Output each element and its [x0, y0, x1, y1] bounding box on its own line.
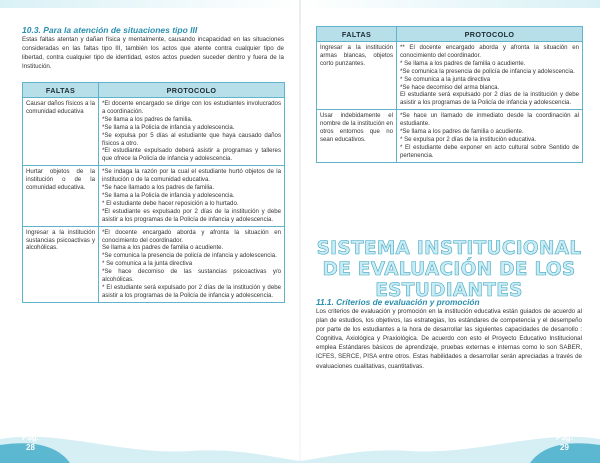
protocolo-line: *Se indaga la razón por la cual el estudiante hurtó objetos de la institución o de la comunidad educativa.: [102, 168, 281, 184]
protocolo-cell: [397, 110, 583, 162]
header-faltas: FALTAS: [317, 27, 397, 42]
footer-wave-right: [300, 425, 600, 463]
section-title-right: 11.1. Criterios de evaluación y promoción: [316, 297, 480, 307]
table-row: [23, 226, 285, 302]
protocolo-cell: [99, 166, 285, 226]
protocolo-line: *Se hace decomiso del arma blanca.: [400, 83, 500, 91]
protocolo-line: * Se expulsa por 2 días de la institución educativa.: [400, 135, 537, 143]
falta-cell: Usar indebidamente el nombre de la institución en otros entornos que no sean educativos.: [317, 110, 397, 162]
protocolo-line: *Se llama a la Policía de infancia y adolescencia.: [102, 191, 235, 199]
protocolo-line: *El docente encargado aborda y afronta la situación en conocimiento del coordinador.: [102, 228, 281, 244]
table-row: [23, 98, 285, 166]
page-label: Pág.: [556, 433, 573, 442]
protocolo-line: *El docente encargado se dirige con los estudiantes involucrados a coordinación.: [102, 100, 281, 115]
falta-cell: Hurtar objetos de la institución o de la comunidad educativa.: [23, 166, 99, 226]
protocolo-line: *Se hace llamado a los padres de familia.: [102, 184, 215, 192]
protocolo-line: * El estudiante debe exponer en acto cultural sobre Sentido de pertenencia.: [400, 143, 579, 159]
criteria-paragraph: Los criterios de evaluación y promoción en la institución educativa están guiados de acuerdo al plan de estudios, los objetivos, las estrategias, los estándares de competencia y el desempeño por parte de los estudiantes a la hora de desarrollar las siguientes capacidades de desarrollo : Cognitiva, Axiológica y Praxiológica. De acuerdo con esto el Proyecto Educativo Institucional emplea Estándares básicos de aprendizaje, pruebas externas e internas como lo son SABER, ICFES, SERCE, PISA entre otros. Estas habilidades a desarrollar serán apreciadas a través de evaluaciones cualitativas, cuantitativas.: [316, 308, 582, 370]
page-gutter: [299, 0, 301, 463]
section-title-left: 10.3. Para la atención de situaciones tipo III: [22, 25, 198, 35]
page-number: 28: [26, 443, 35, 452]
protocolo-line: *Se llama a los padres de familia.: [102, 115, 193, 123]
top-band-right: [300, 0, 600, 8]
protocolo-line: * El estudiante debe hacer reposición a lo hurtado.: [102, 199, 239, 207]
protocolo-line: *El estudiante expulsado deberá asistir a programas y talleres que ofrece la Policía de infancia y adolescencia.: [102, 147, 281, 163]
protocolo-line: *Se hace un llamado de inmediato desde la coordinación al estudiante.: [400, 112, 579, 128]
protocolo-line: * Se comunica a la junta directiva: [102, 260, 193, 268]
page-number-right: [556, 433, 573, 453]
protocolo-cell: [99, 226, 285, 302]
protocolo-line: *El estudiante es expulsado por 2 días de la institución y debe asistir a los programas de la Policía de infancia y adolescencia.: [102, 207, 281, 223]
header-protocolo: PROTOCOLO: [99, 83, 285, 98]
page-number-left: [22, 433, 39, 453]
protocolo-line: *Se hace decomiso de las sustancias psicoactivas y/o alcohólicas.: [102, 268, 281, 284]
page-number: 29: [560, 443, 569, 452]
protocolo-line: ** El docente encargado aborda y afronta la situación en conocimiento del coordinador.: [400, 44, 579, 59]
faltas-table-left: [22, 82, 285, 303]
protocolo-cell: [397, 42, 583, 110]
protocolo-line: * El estudiante será expulsado por 2 días de la institución y debe asistir a los programas de la Policía de infancia y adolescencia.: [102, 283, 281, 299]
falta-cell: Causar daños físicos a la comunidad educativa: [23, 98, 99, 166]
chapter-title: SISTEMA INSTITUCIONAL DE EVALUACIÓN DE LOS ESTUDIANTES: [316, 238, 582, 301]
page-label: Pág.: [22, 433, 39, 442]
protocolo-line: * Se comunica a la junta directiva: [400, 75, 491, 83]
protocolo-line: *Se comunica la presencia de policía de infancia y adolescencia.: [400, 67, 575, 75]
header-protocolo: PROTOCOLO: [397, 27, 583, 42]
table-row: [317, 42, 583, 110]
protocolo-line: *Se expulsa por 5 días al estudiante que haya causado daños físicos a otro.: [102, 131, 281, 147]
falta-cell: Ingresar a la institución armas blancas, objetos corto punzantes.: [317, 42, 397, 110]
header-faltas: FALTAS: [23, 83, 99, 98]
table-row: [23, 166, 285, 226]
protocolo-line: * Se llama a los padres de familia o acudiente.: [400, 59, 526, 67]
protocolo-line: *Se comunica la presencia de policía de infancia y adolescencia.: [102, 252, 277, 260]
protocolo-line: El estudiante será expulsado por 2 días de la institución y debe asistir a los programas de la Policía de infancia y adolescencia.: [400, 91, 579, 107]
protocolo-line: *Se llama a los padres de familia o acudiente.: [400, 128, 524, 136]
falta-cell: Ingresar a la institución sustancias psicoactivas y alcohólicas.: [23, 226, 99, 302]
top-band-left: [0, 0, 300, 8]
protocolo-line: *Se llama a la Policía de infancia y adolescencia.: [102, 123, 235, 131]
table-row: [317, 110, 583, 162]
footer-wave-left: [0, 425, 300, 463]
protocolo-line: Se llama a los padres de familia o acudiente.: [102, 244, 224, 252]
faltas-table-right: [316, 26, 583, 163]
intro-paragraph: Estas faltas atentan y dañan física y mentalmente, causando incapacidad en las situaciones consideradas en las faltas tipo III, también los actos que atente contra cualquier tipo de libertad, contra cualquier tipo de identidad, estos actos pueden suceder dentro y fuera de la Institución.: [22, 36, 284, 70]
protocolo-cell: [99, 98, 285, 166]
